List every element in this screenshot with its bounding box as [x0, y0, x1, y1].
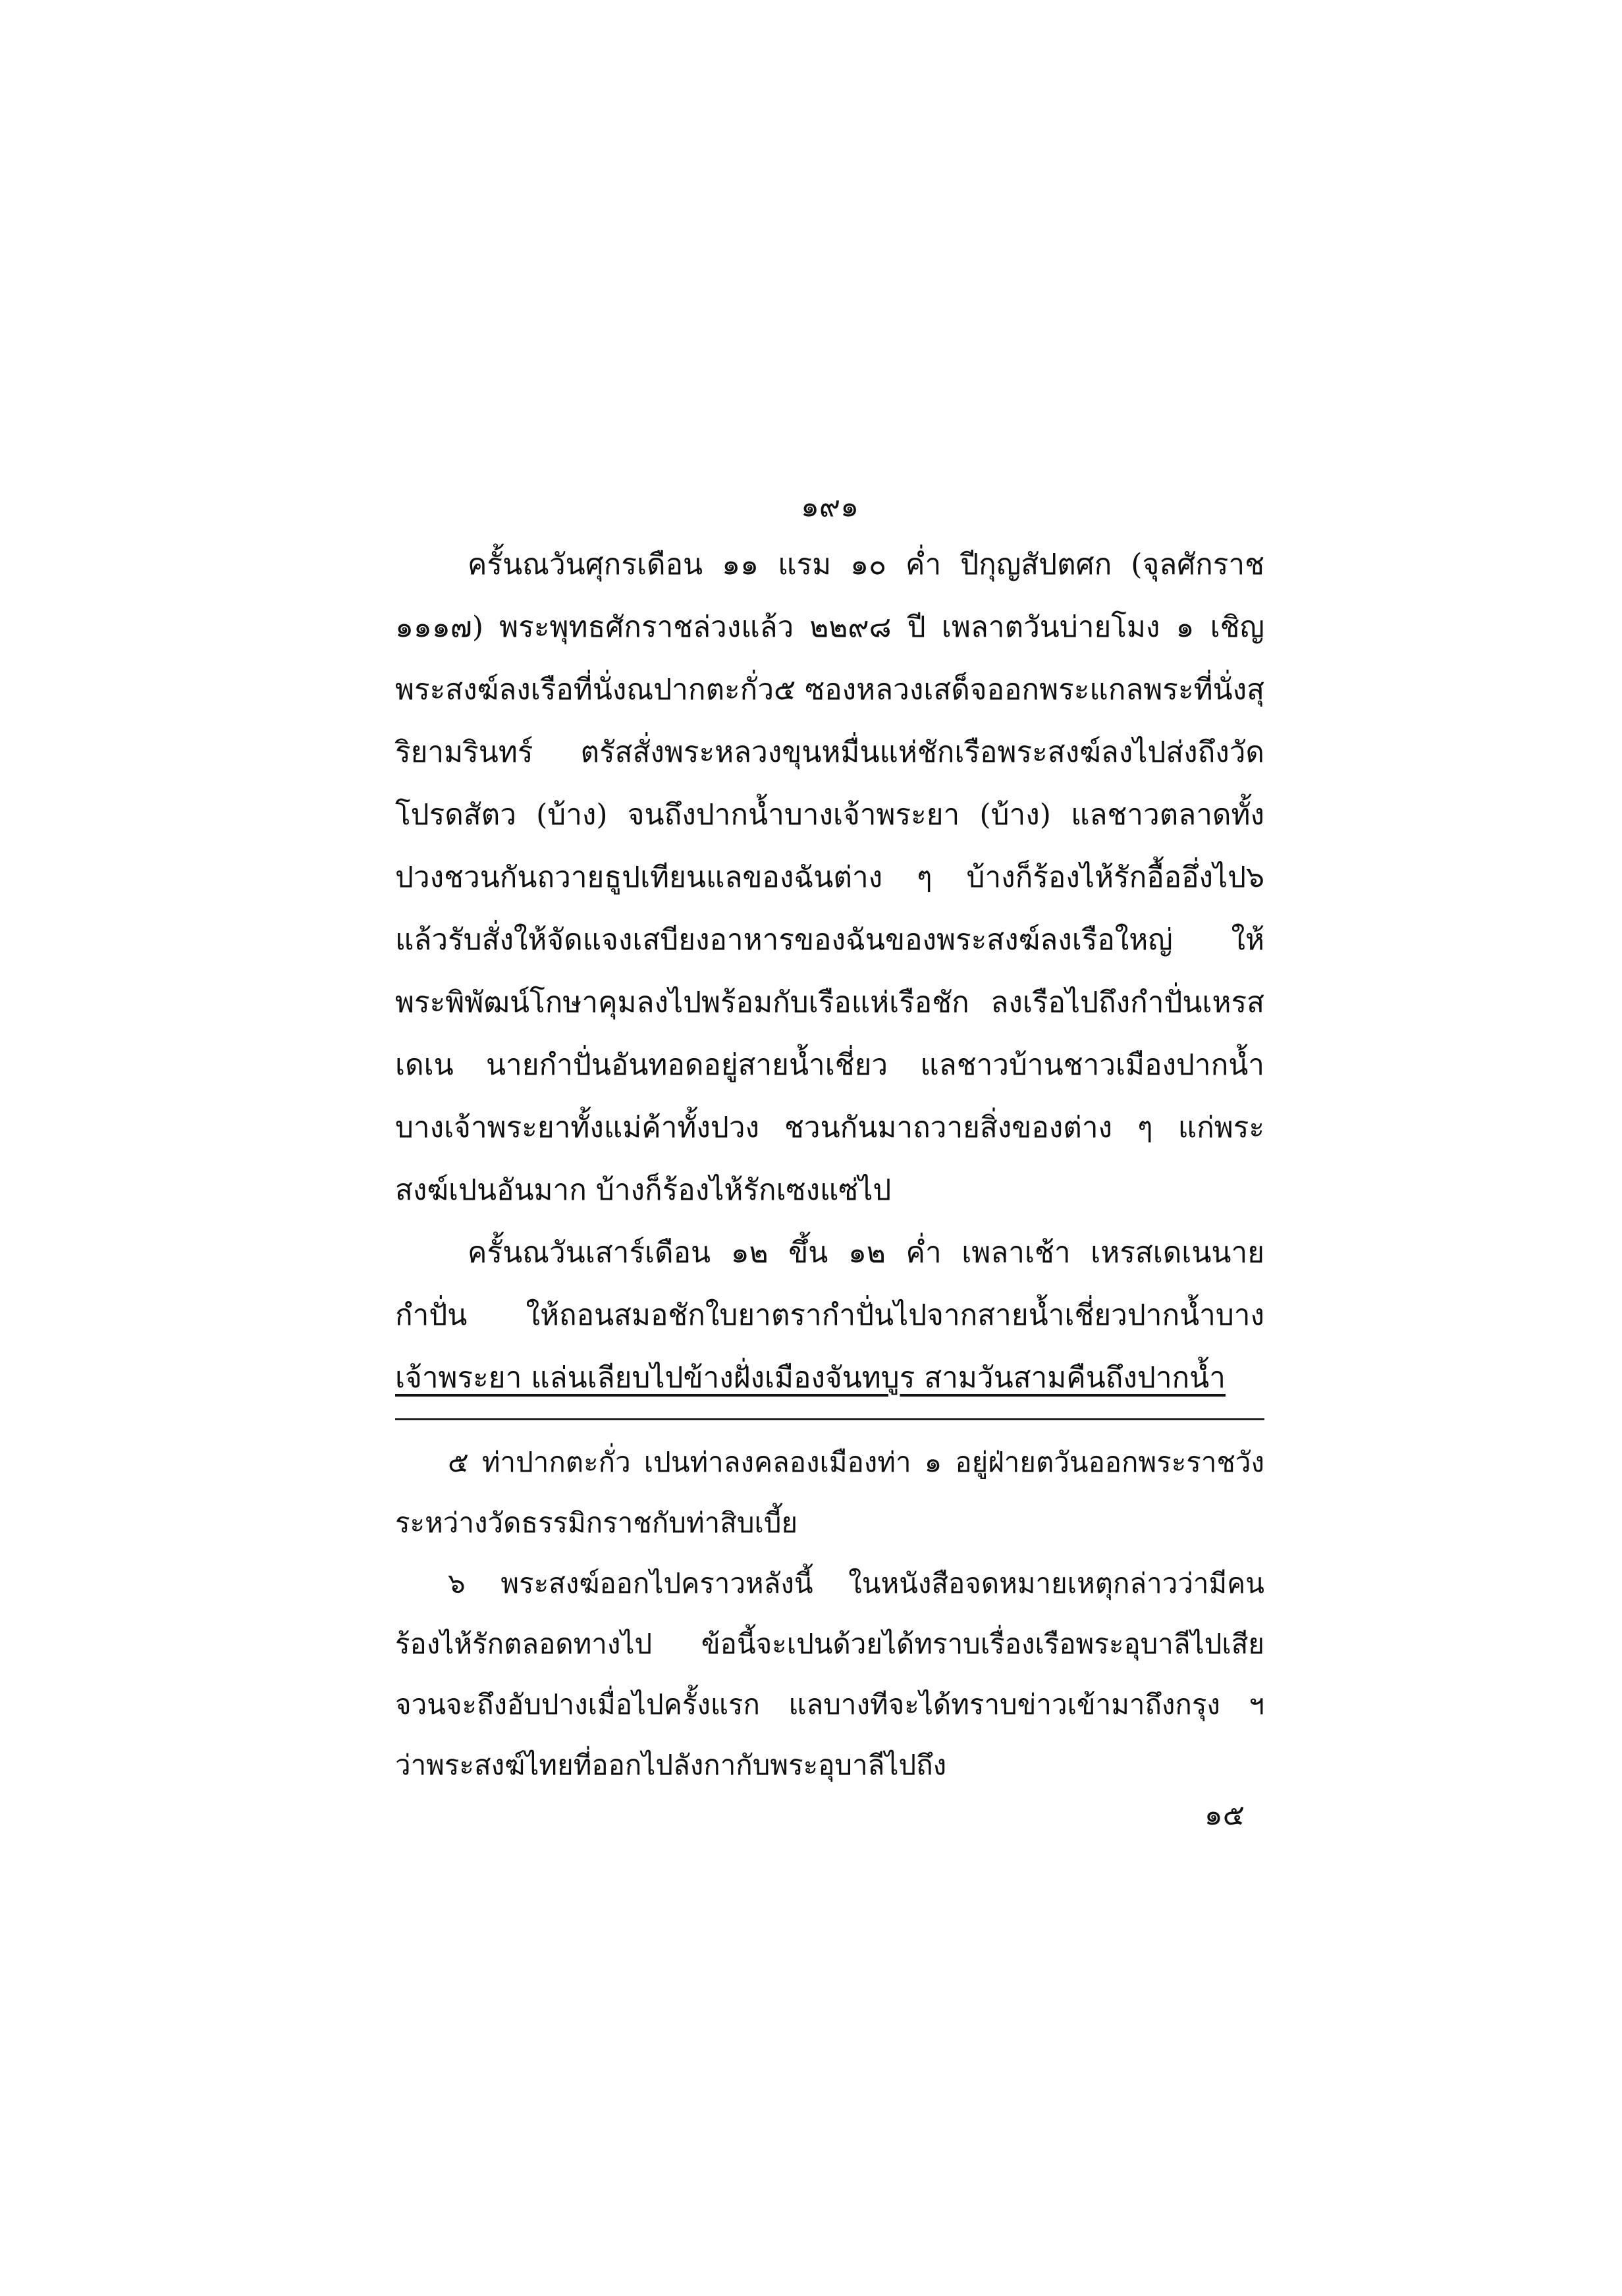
body-paragraph-2-text: ครั้นณวันเสาร์เดือน ๑๒ ขึ้น ๑๒ ค่ำ เพลาเช้า เหรสเดเนนายกำปั่น ให้ถอนสมอชักใบยาตรากำปั่นไปจากสายน้ำเชี่ยวปากน้ำบาง — [395, 1236, 1264, 1332]
body-paragraph-2 — [395, 1221, 1264, 1409]
body-paragraph-1: ครั้นณวันศุกรเดือน ๑๑ แรม ๑๐ ค่ำ ปีกุญสัปตศก (จุลศักราช ๑๑๑๗) พระพุทธศักราชล่วงแล้ว ๒๒๙๘ ปี เพลาตวันบ่ายโมง ๑ เชิญพระสงฆ์ลงเรือที่นั่งณปากตะกั่ว๕ ซองหลวงเสด็จออกพระแกลพระที่นั่งสุริยามรินทร์ ตรัสสั่งพระหลวงขุนหมื่นแห่ชักเรือพระสงฆ์ลงไปส่งถึงวัดโปรดสัตว (บ้าง) จนถึงปากน้ำบางเจ้าพระยา (บ้าง) แลชาวตลาดทั้งปวงชวนกันถวายธูปเทียนแลของฉันต่าง ๆ บ้างก็ร้องไห้รักอื้ออึ่งไป๖ แล้วรับสั่งให้จัดแจงเสบียงอาหารของฉันของพระสงฆ์ลงเรือใหญ่ ให้พระพิพัฒน์โกษาคุมลงไปพร้อมกับเรือแห่เรือชัก ลงเรือไปถึงกำปั่นเหรสเดเน นายกำปั่นอันทอดอยู่สายน้ำเชี่ยว แลชาวบ้านชาวเมืองปากน้ำบางเจ้าพระยาทั้งแม่ค้าทั้งปวง ชวนกันมาถวายสิ่งของต่าง ๆ แก่พระสงฆ์เปนอันมาก บ้างก็ร้องไห้รักเซงแซ่ไป — [395, 548, 1264, 1207]
body-paragraph-2-underlined: เจ้าพระยา แล่นเลียบไปข้างฝั่งเมืองจันทบูร สามวันสามคืนถึงปากน้ำ — [395, 1361, 1226, 1395]
footnote-6: ๖ พระสงฆ์ออกไปคราวหลังนี้ ในหนังสือจดหมายเหตุกล่าวว่ามีคนร้องไห้รักตลอดทางไป ข้อนี้จะเปนด้วยได้ทราบเรื่องเรือพระอุบาลีไปเสียจวนจะถึงอับปางเมื่อไปครั้งแรก แลบางทีจะได้ทราบข่าวเข้ามาถึงกรุง ฯ ว่าพระสงฆ์ไทยที่ออกไปลังกากับพระอุบาลีไปถึง — [395, 1567, 1264, 1781]
footnote-separator — [395, 1418, 1264, 1420]
page-number-top: ๑๙๑ — [800, 490, 859, 523]
footnote-5: ๕ ท่าปากตะกั่ว เปนท่าลงคลองเมืองท่า ๑ อยู่ฝ่ายตวันออกพระราชวัง ระหว่างวัดธรรมิกราชกับท่าสิบเบี้ย — [395, 1446, 1264, 1539]
document-page — [395, 487, 1264, 1835]
page-number-bottom: ๑๕ — [1204, 1798, 1245, 1832]
